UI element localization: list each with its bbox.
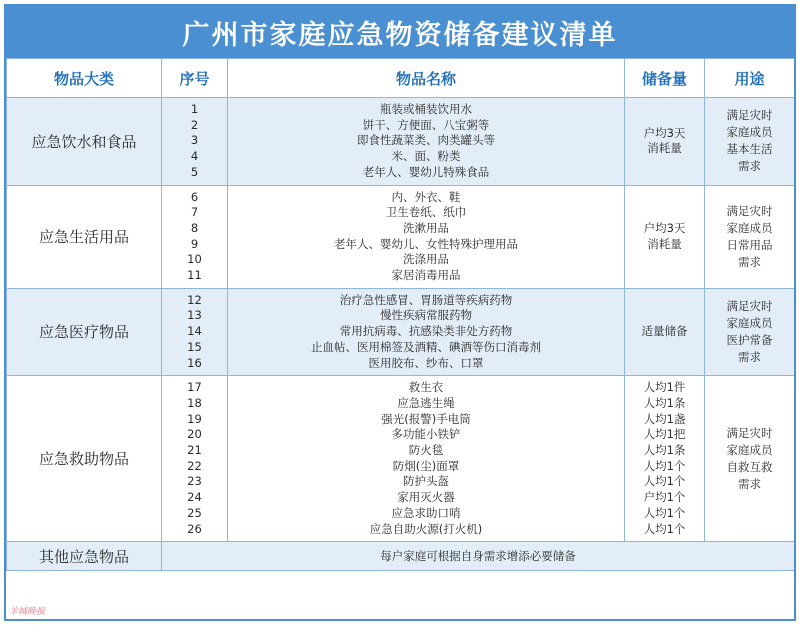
table-row: [7, 185, 795, 288]
item-name: 常用抗病毒、抗感染类非处方药物: [339, 324, 513, 339]
item-number: 22: [187, 458, 202, 473]
usage-cell: [705, 185, 795, 288]
item-number: 26: [187, 521, 202, 536]
item-name: 米、面、粉类: [391, 149, 461, 164]
usage-line: 家庭成员: [726, 125, 773, 140]
usage-line: 需求: [738, 254, 761, 269]
item-name: 洗涤用品: [403, 252, 449, 267]
usage-line: 家庭成员: [726, 220, 773, 235]
item-name: 瓶装或桶装饮用水: [380, 102, 472, 116]
item-name: 慢性疾病常服药物: [380, 308, 472, 323]
amount-line: 人均1条: [643, 395, 686, 410]
item-number: 14: [187, 324, 202, 339]
item-name: 应急求助口哨: [391, 505, 461, 520]
category-cell: 应急饮水和食品: [7, 98, 162, 186]
table-row: [7, 98, 795, 186]
item-name: 老年人、婴幼儿、女性特殊护理用品: [334, 236, 518, 251]
header-number: 序号: [162, 59, 228, 98]
category-cell: 应急医疗物品: [7, 288, 162, 376]
usage-line: 需求: [738, 476, 761, 491]
item-name: 家用灭火器: [397, 490, 455, 505]
item-number: 9: [190, 236, 199, 251]
name-cell: [228, 288, 625, 376]
amount-line: 消耗量: [647, 236, 682, 251]
category-cell: 应急救助物品: [7, 376, 162, 542]
table-row: [7, 288, 795, 376]
number-cell: [162, 185, 228, 288]
amount-cell: [625, 376, 705, 542]
item-name: 防火毯: [408, 443, 444, 458]
usage-line: 家庭成员: [726, 315, 773, 330]
usage-line: 医护常备: [726, 332, 773, 347]
amount-line: 人均1条: [643, 443, 686, 458]
item-name: 治疗急性感冒、胃肠道等疾病药物: [339, 292, 513, 307]
item-name: 救生衣: [408, 380, 444, 395]
page-title: 广州市家庭应急物资储备建议清单: [6, 6, 794, 58]
item-name: 应急逃生绳: [397, 395, 455, 410]
item-name: 卫生卷纸、纸巾: [385, 205, 467, 220]
watermark: 羊城晚报: [9, 607, 46, 617]
name-cell: [228, 185, 625, 288]
number-cell: [162, 98, 228, 186]
item-name: 即食性蔬菜类、肉类罐头等: [357, 133, 495, 148]
item-number: 15: [187, 339, 202, 354]
amount-line: 人均1个: [643, 505, 686, 520]
item-number: 17: [187, 380, 202, 395]
item-name: 多功能小铁铲: [391, 427, 461, 442]
header-name: 物品名称: [228, 59, 625, 98]
usage-line: 自救互救: [726, 459, 773, 474]
header-category: 物品大类: [7, 59, 162, 98]
other-row: [7, 542, 795, 571]
item-name: 医用胶布、纱布、口罩: [368, 355, 484, 370]
item-name: 防烟(尘)面罩: [392, 458, 460, 473]
reserve-table: [6, 58, 795, 571]
usage-line: 需求: [738, 349, 761, 364]
amount-cell: [625, 185, 705, 288]
item-number: 6: [190, 189, 199, 204]
item-name: 强光(报警)手电筒: [381, 411, 471, 426]
amount-line: 消耗量: [647, 141, 682, 156]
name-cell: [228, 376, 625, 542]
usage-cell: [705, 288, 795, 376]
amount-line: 人均1把: [643, 427, 686, 442]
amount-cell: [625, 98, 705, 186]
item-number: 3: [190, 133, 199, 148]
reserve-list-sheet: [4, 4, 796, 621]
amount-line: 人均1个: [643, 521, 686, 536]
name-cell: [228, 98, 625, 186]
item-number: 23: [187, 474, 202, 489]
usage-line: 满足灾时: [726, 298, 773, 313]
amount-line: 户均3天: [643, 220, 686, 235]
usage-line: 日常用品: [726, 237, 773, 252]
item-number: 7: [190, 205, 199, 220]
amount-line: 人均1盏: [643, 411, 686, 426]
amount-line: 户均3天: [643, 125, 686, 140]
item-number: 11: [187, 268, 202, 283]
usage-line: 家庭成员: [726, 442, 773, 457]
usage-line: 基本生活: [726, 142, 773, 157]
other-category: 其他应急物品: [7, 542, 162, 571]
amount-line: 人均1个: [643, 474, 686, 489]
usage-line: 满足灾时: [726, 203, 773, 218]
item-number: 21: [187, 443, 202, 458]
item-number: 18: [187, 395, 202, 410]
item-number: 16: [187, 355, 202, 370]
number-cell: [162, 288, 228, 376]
item-name: 家居消毒用品: [391, 268, 461, 283]
amount-line: 适量储备: [641, 324, 688, 339]
header-amount: 储备量: [625, 59, 705, 98]
number-cell: [162, 376, 228, 542]
amount-line: 人均1件: [643, 380, 686, 395]
item-number: 8: [190, 220, 199, 235]
item-number: 1: [190, 102, 199, 116]
item-name: 防护头盔: [403, 474, 449, 489]
header-usage: 用途: [705, 59, 795, 98]
item-name: 内、外衣、鞋: [391, 189, 461, 204]
table-row: [7, 376, 795, 542]
item-number: 19: [187, 411, 202, 426]
item-number: 20: [187, 427, 202, 442]
category-cell: 应急生活用品: [7, 185, 162, 288]
item-name: 饼干、方便面、八宝粥等: [362, 117, 490, 132]
item-number: 12: [187, 292, 202, 307]
usage-line: 满足灾时: [726, 108, 773, 123]
item-number: 10: [187, 252, 202, 267]
item-number: 25: [187, 505, 202, 520]
usage-cell: [705, 98, 795, 186]
item-number: 2: [190, 117, 199, 132]
amount-line: 户均1个: [643, 490, 686, 505]
item-name: 洗漱用品: [403, 220, 449, 235]
item-name: 老年人、婴幼儿特殊食品: [362, 164, 490, 179]
header-row: [7, 59, 795, 98]
item-name: 止血帖、医用棉签及酒精、碘酒等伤口消毒剂: [311, 339, 541, 354]
item-number: 24: [187, 490, 202, 505]
item-number: 4: [190, 149, 199, 164]
usage-line: 满足灾时: [726, 425, 773, 440]
amount-cell: [625, 288, 705, 376]
usage-cell: [705, 376, 795, 542]
item-name: 应急自助火源(打火机): [369, 521, 483, 536]
usage-line: 需求: [738, 159, 761, 174]
item-number: 5: [190, 164, 199, 179]
other-note: 每户家庭可根据自身需求增添必要储备: [162, 542, 795, 571]
item-number: 13: [187, 308, 202, 323]
amount-line: 人均1个: [643, 458, 686, 473]
